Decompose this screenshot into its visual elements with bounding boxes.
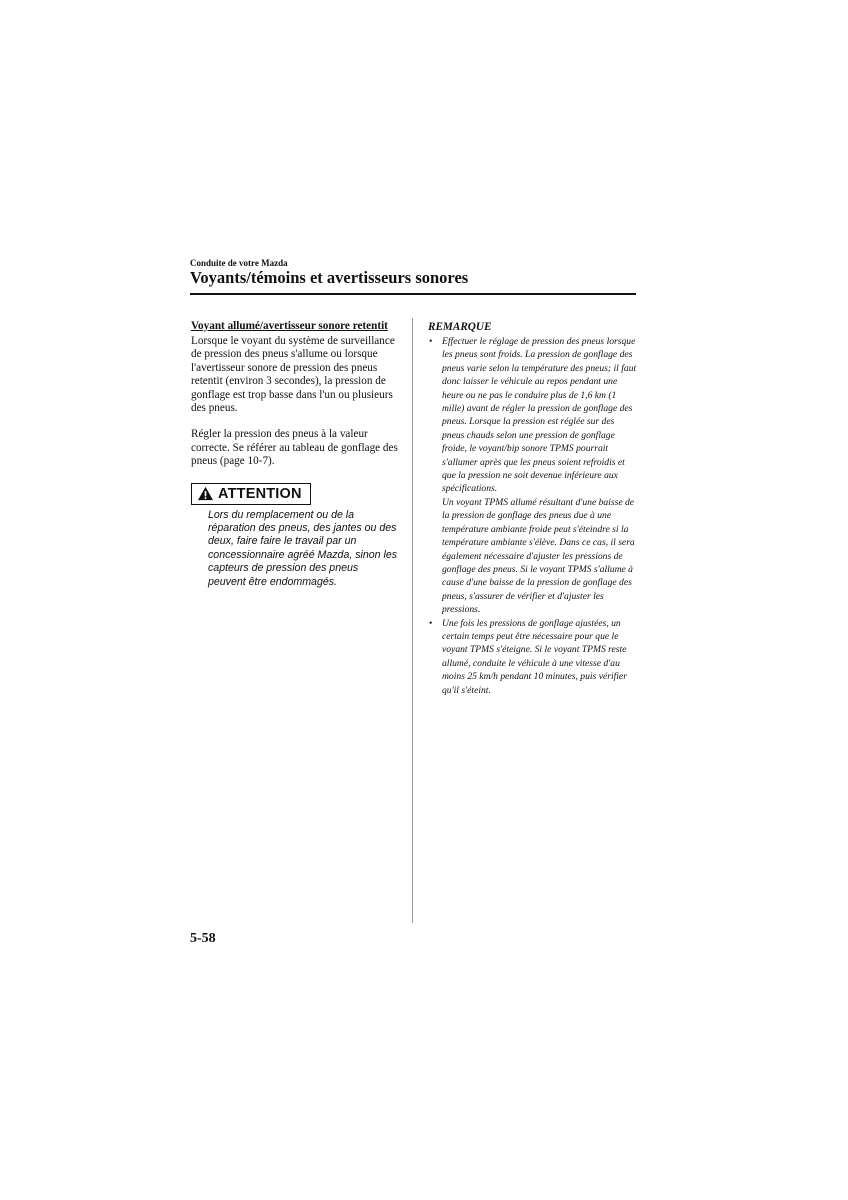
note-item [428, 617, 638, 697]
note-title: REMARQUE [428, 321, 492, 333]
right-column [428, 320, 638, 697]
note-item-text: Une fois les pressions de gonflage ajustées, un certain temps peut être nécessaire pour que le voyant TPMS s'éteigne. Si le voyant TPMS reste allumé, conduite le véhicule à une vitesse d'au moins 25 km/h pendant 10 minutes, puis vérifier qu'il s'éteint. [442, 617, 627, 696]
title-rule [190, 293, 636, 295]
page-number: 5-58 [190, 931, 216, 946]
note-item-text: Un voyant TPMS allumé résultant d'une baisse de la pression de gonflage des pneus due à une température ambiante froide peut s'éteindre si la température ambiante s'élève. Dans ce cas, il sera également nécessaire d'ajuster les pressions de gonflage des pneus. Si le voyant TPMS s'allume à cause d'une baisse de la pression de gonflage des pneus, s'assurer de vérifier et d'ajuster les pressions. [442, 496, 635, 616]
column-divider [412, 318, 413, 923]
note-list [428, 335, 638, 697]
bullet: • [429, 336, 433, 347]
page-title: Voyants/témoins et avertisseurs sonores [190, 268, 469, 287]
warning-triangle-icon [197, 486, 214, 501]
bullet: • [429, 617, 433, 629]
note-item-text: Effectuer le réglage de pression des pneus lorsque les pneus sont froids. La pression de gonflage des pneus varie selon la température des pneus; il faut donc laisser le véhicule au repos pendant une heure ou ne pas le conduire plus de 1,6 km (1 mille) avant de régler la pression de gonflage des pneus. Lorsque la pression est réglée sur des pneus chauds selon une pression de gonflage froide, le voyant/bip sonore TPMS pourrait s'allumer après que les pneus soient refroidis et que la pression ne soit devenue inférieure aux spécifications. [442, 336, 637, 495]
paragraph-warning-light: Lorsque le voyant du système de surveillance de pression des pneus s'allume ou lorsque l'avertisseur sonore de pression des pneus retentit (environ 3 secondes), la pression de gonflage est trop basse dans l'un ou plusieurs des pneus. [191, 335, 395, 415]
section-label: Conduite de votre Mazda [190, 258, 288, 268]
attention-label: ATTENTION [218, 485, 302, 502]
left-column [191, 320, 401, 589]
subsection-heading: Voyant allumé/avertisseur sonore retentit [191, 320, 388, 332]
paragraph-adjust-pressure: Régler la pression des pneus à la valeur correcte. Se référer au tableau de gonflage des pneus (page 10-7). [191, 428, 398, 468]
note-item [428, 335, 638, 617]
attention-box [191, 483, 311, 505]
attention-text: Lors du remplacement ou de la réparation des pneus, des jantes ou des deux, faire faire le travail par un concessionnaire agréé Mazda, sinon les capteurs de pression des pneus peuvent être endommagés. [208, 508, 398, 588]
